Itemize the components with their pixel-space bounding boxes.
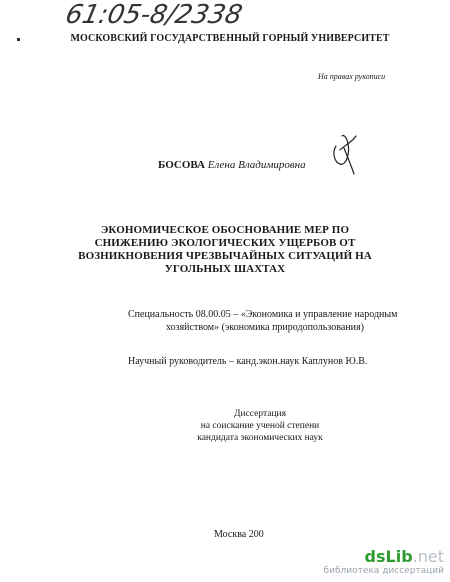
degree-line: Диссертация xyxy=(234,409,286,419)
title-line: УГОЛЬНЫХ ШАХТАХ xyxy=(164,263,286,275)
university-name: МОСКОВСКИЙ ГОСУДАРСТВЕННЫЙ ГОРНЫЙ УНИВЕРСИТЕТ xyxy=(70,33,390,44)
author-given-names: Елена Владимировна xyxy=(207,159,306,171)
watermark[interactable] xyxy=(324,547,444,576)
signature xyxy=(330,128,358,176)
title-line: ЭКОНОМИЧЕСКОЕ ОБОСНОВАНИЕ МЕР ПО xyxy=(100,224,350,236)
scientific-advisor: Научный руководитель – канд.экон.наук Каплунов Ю.В. xyxy=(128,356,368,367)
city-year: Москва 200 xyxy=(214,529,264,540)
watermark-logo xyxy=(324,547,444,566)
catalog-number: 61:05-8/2338 xyxy=(62,0,245,30)
author-surname: БОСОВА xyxy=(158,159,205,171)
rights-note: На правах рукописи xyxy=(318,72,386,81)
dissertation-degree xyxy=(190,408,330,444)
degree-line: кандидата экономических наук xyxy=(197,433,323,443)
watermark-logo-main: dsLib xyxy=(364,547,413,566)
watermark-subtitle: библиотека диссертаций xyxy=(323,566,444,576)
degree-line: на соискание ученой степени xyxy=(200,421,320,431)
title-line: СНИЖЕНИЮ ЭКОЛОГИЧЕСКИХ УЩЕРБОВ ОТ xyxy=(94,237,356,249)
watermark-logo-tld: .net xyxy=(412,547,444,566)
dissertation-title xyxy=(0,224,450,276)
specialty-line: хозяйством» (экономика природопользования) xyxy=(166,322,364,333)
specialty-line: Специальность 08.00.05 – «Экономика и управление народным xyxy=(128,309,398,320)
title-line: ВОЗНИКНОВЕНИЯ ЧРЕЗВЫЧАЙНЫХ СИТУАЦИЙ НА xyxy=(78,250,372,262)
author-name xyxy=(158,159,306,171)
specialty xyxy=(128,308,397,334)
